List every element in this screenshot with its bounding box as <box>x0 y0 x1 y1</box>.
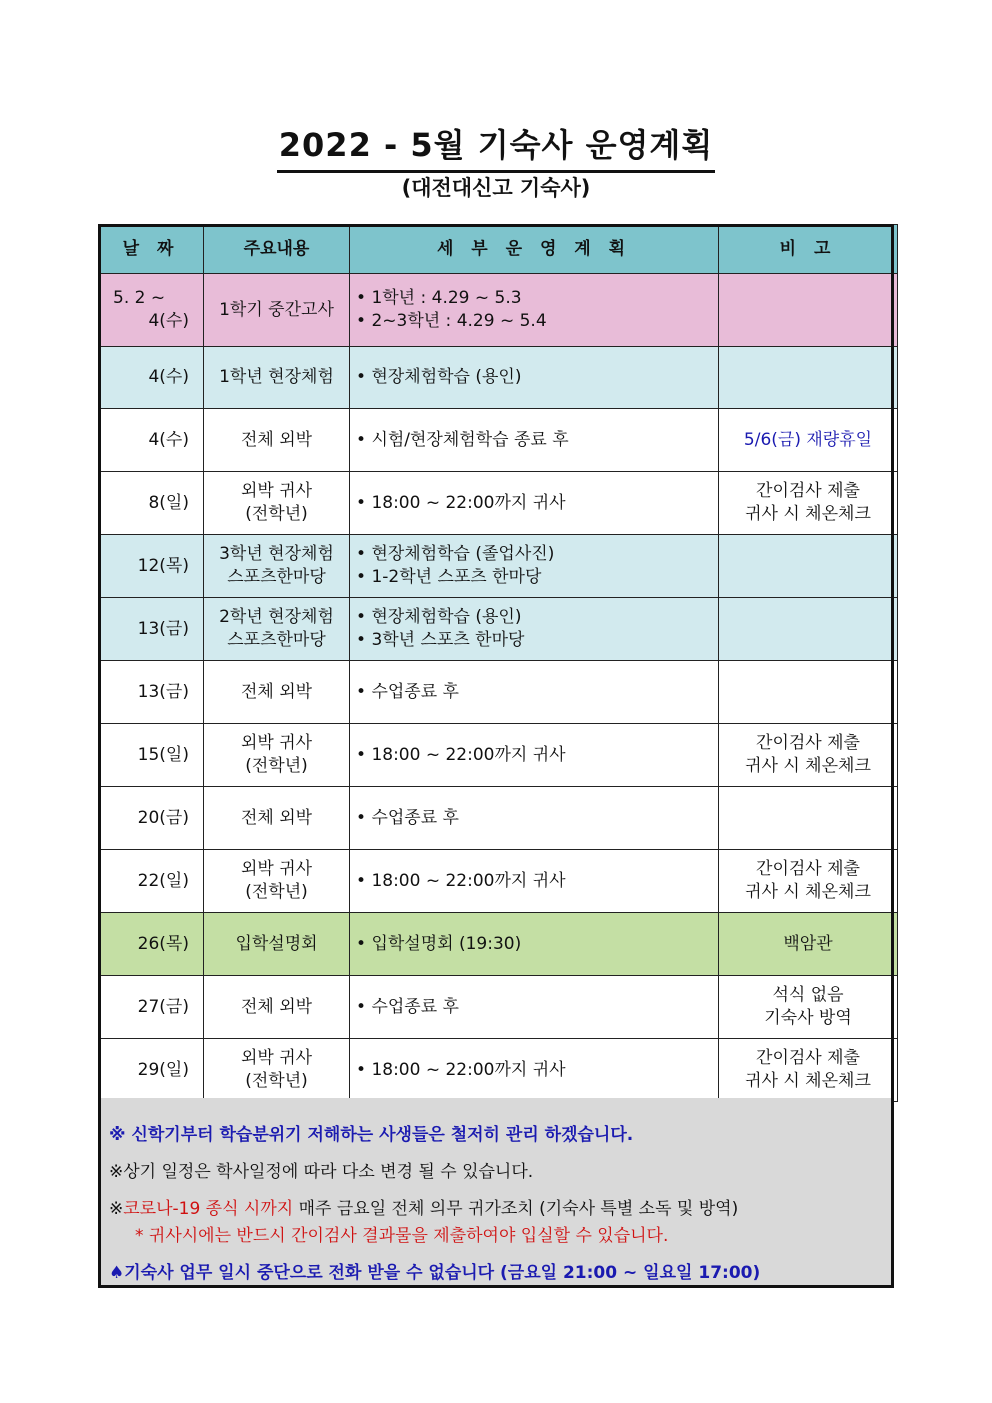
row-main: 전체 외박 <box>204 976 350 1039</box>
row-main: 외박 귀사 (전학년) <box>204 1039 350 1102</box>
notes-line-2: ※상기 일정은 학사일정에 따라 다소 변경 될 수 있습니다. <box>109 1162 534 1182</box>
row-date: 29(일) <box>99 1039 204 1102</box>
table-outer-frame <box>98 224 894 1288</box>
row-date: 8(일) <box>99 472 204 535</box>
row-main: 전체 외박 <box>204 409 350 472</box>
row-note: 석식 없음 기숙사 방역 <box>719 976 898 1039</box>
row-main: 외박 귀사 (전학년) <box>204 472 350 535</box>
row-date: 12(목) <box>99 535 204 598</box>
row-detail: • 수업종료 후 <box>350 661 719 724</box>
row-date: 4(수) <box>99 347 204 409</box>
row-note: 간이검사 제출 귀사 시 체온체크 <box>719 1039 898 1102</box>
row-main: 3학년 현장체험 스포츠한마당 <box>204 535 350 598</box>
row-main: 1학기 중간고사 <box>204 274 350 347</box>
row-note: 간이검사 제출 귀사 시 체온체크 <box>719 850 898 913</box>
row-note: 간이검사 제출 귀사 시 체온체크 <box>719 472 898 535</box>
row-main: 전체 외박 <box>204 787 350 850</box>
notes-line-1: ※ 신학기부터 학습분위기 저해하는 사생들은 철저히 관리 하겠습니다. <box>109 1125 634 1145</box>
row-detail: • 입학설명회 (19:30) <box>350 913 719 976</box>
row-detail: • 18:00 ~ 22:00까지 귀사 <box>350 850 719 913</box>
row-detail: • 시험/현장체험학습 종료 후 <box>350 409 719 472</box>
row-detail: • 현장체험학습 (용인) <box>350 347 719 409</box>
row-main: 전체 외박 <box>204 661 350 724</box>
row-date: 20(금) <box>99 787 204 850</box>
row-date: 13(금) <box>99 598 204 661</box>
notes-line-4: * 귀사시에는 반드시 간이검사 결과물을 제출하여야 입실할 수 있습니다. <box>135 1226 669 1246</box>
notes-line-5: ♠기숙사 업무 일시 중단으로 전화 받을 수 없습니다 (금요일 21:00 ~ 일요일 17:00) <box>109 1263 761 1283</box>
notes-line-3: ※코로나-19 종식 시까지 매주 금요일 전체 의무 귀가조치 (기숙사 특별 소독 및 방역) <box>109 1199 739 1219</box>
row-main: 2학년 현장체험 스포츠한마당 <box>204 598 350 661</box>
row-detail: • 18:00 ~ 22:00까지 귀사 <box>350 472 719 535</box>
row-date: 22(일) <box>99 850 204 913</box>
header-note: 비 고 <box>719 225 898 274</box>
row-main: 1학년 현장체험 <box>204 347 350 409</box>
row-detail: • 현장체험학습 (용인) • 3학년 스포츠 한마당 <box>350 598 719 661</box>
page-subtitle: (대전대신고 기숙사) <box>401 176 591 200</box>
row-main: 외박 귀사 (전학년) <box>204 850 350 913</box>
row-detail: • 18:00 ~ 22:00까지 귀사 <box>350 724 719 787</box>
page-title: 2022 - 5월 기숙사 운영계획 <box>0 120 992 173</box>
row-date: 26(목) <box>99 913 204 976</box>
header-detail: 세 부 운 영 계 획 <box>350 225 719 274</box>
row-date: 4(수) <box>99 409 204 472</box>
row-detail: • 수업종료 후 <box>350 787 719 850</box>
row-note: 간이검사 제출 귀사 시 체온체크 <box>719 724 898 787</box>
row-detail: • 현장체험학습 (졸업사진) • 1-2학년 스포츠 한마당 <box>350 535 719 598</box>
row-date: 5. 2 ~ 4(수) <box>99 274 204 347</box>
row-note: 5/6(금) 재량휴일 <box>719 409 898 472</box>
row-detail: • 수업종료 후 <box>350 976 719 1039</box>
row-main: 입학설명회 <box>204 913 350 976</box>
row-date: 15(일) <box>99 724 204 787</box>
header-date: 날 짜 <box>99 225 204 274</box>
row-detail: • 1학년 : 4.29 ~ 5.3 • 2~3학년 : 4.29 ~ 5.4 <box>350 274 719 347</box>
header-main: 주요내용 <box>204 225 350 274</box>
row-detail: • 18:00 ~ 22:00까지 귀사 <box>350 1039 719 1102</box>
row-note: 백암관 <box>719 913 898 976</box>
row-date: 13(금) <box>99 661 204 724</box>
row-date: 27(금) <box>99 976 204 1039</box>
row-main: 외박 귀사 (전학년) <box>204 724 350 787</box>
